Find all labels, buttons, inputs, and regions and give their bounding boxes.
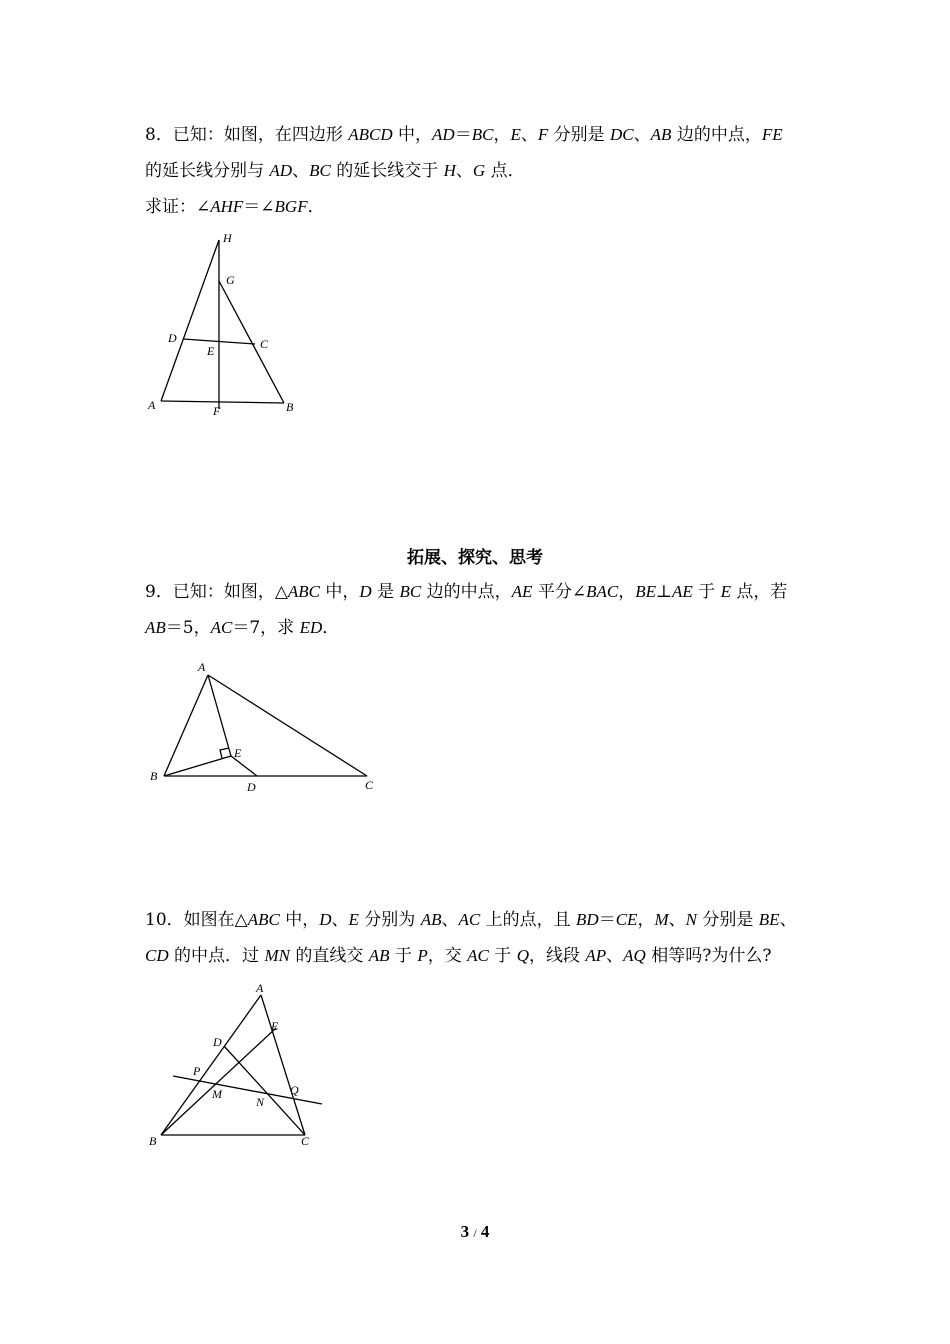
q10-line-1: 10．如图在△ABC 中，D、E 分别为 AB、AC 上的点，且 BD＝CE，M、N 分别是 BE、 bbox=[145, 910, 797, 930]
q10-label-e: E bbox=[271, 1019, 279, 1033]
q10-label-b: B bbox=[149, 1134, 157, 1148]
q10-label-m: M bbox=[212, 1087, 222, 1101]
q8-label-h: H bbox=[223, 231, 232, 245]
q8-segment-ha bbox=[161, 240, 219, 401]
section-heading: 拓展、探究、思考 bbox=[407, 548, 543, 568]
q9-line-1: 9．已知：如图，△ABC 中，D 是 BC 边的中点，AE 平分∠BAC，BE⊥AE 于 E 点，若 bbox=[145, 582, 788, 602]
q10-segment-pq-line bbox=[173, 1076, 322, 1104]
q10-label-n: N bbox=[256, 1095, 265, 1109]
q8-label-c: C bbox=[260, 337, 269, 351]
q9-segment-ac bbox=[208, 675, 367, 776]
q10-figure bbox=[140, 980, 335, 1150]
q9-label-e: E bbox=[234, 746, 242, 760]
page-number bbox=[0, 1222, 950, 1242]
q9-figure bbox=[140, 655, 385, 800]
q9-label-c: C bbox=[365, 778, 374, 792]
q8-label-a: A bbox=[148, 398, 156, 412]
q10-label-c: C bbox=[301, 1134, 310, 1148]
q8-line-3: 求证：∠AHF＝∠BGF． bbox=[145, 197, 325, 217]
page-separator: / bbox=[473, 1226, 477, 1240]
q8-figure bbox=[140, 225, 320, 420]
q10-label-q: Q bbox=[290, 1083, 299, 1097]
q9-label-d: D bbox=[247, 780, 256, 794]
q8-segment-ab bbox=[161, 401, 284, 403]
q10-segment-ab bbox=[161, 995, 261, 1135]
q9-segment-be bbox=[164, 756, 231, 776]
q10-label-p: P bbox=[193, 1064, 201, 1078]
q9-line-2: AB＝5，AC＝7，求 ED． bbox=[145, 618, 340, 638]
q10-segment-ac bbox=[261, 995, 305, 1135]
q9-segment-ab bbox=[164, 675, 208, 776]
q8-label-f: F bbox=[213, 404, 221, 418]
q10-label-a: A bbox=[256, 981, 264, 995]
q8-label-g: G bbox=[226, 273, 235, 287]
q10-label-d: D bbox=[213, 1035, 222, 1049]
page-current: 3 bbox=[460, 1222, 470, 1241]
q8-line-1: 8．已知：如图，在四边形 ABCD 中，AD＝BC，E、F 分别是 DC、AB 边的中点，FE bbox=[145, 125, 783, 145]
q9-label-a: A bbox=[198, 660, 206, 674]
q8-label-d: D bbox=[168, 331, 177, 345]
q10-line-2: CD 的中点．过 MN 的直线交 AB 于 P，交 AC 于 Q，线段 AP、AQ 相等吗?为什么? bbox=[145, 946, 772, 966]
q8-label-e: E bbox=[207, 344, 215, 358]
q8-label-b: B bbox=[286, 400, 294, 414]
q8-line-2: 的延长线分别与 AD、BC 的延长线交于 H、G 点． bbox=[145, 161, 525, 181]
q9-label-b: B bbox=[150, 769, 158, 783]
page-total: 4 bbox=[480, 1222, 490, 1241]
